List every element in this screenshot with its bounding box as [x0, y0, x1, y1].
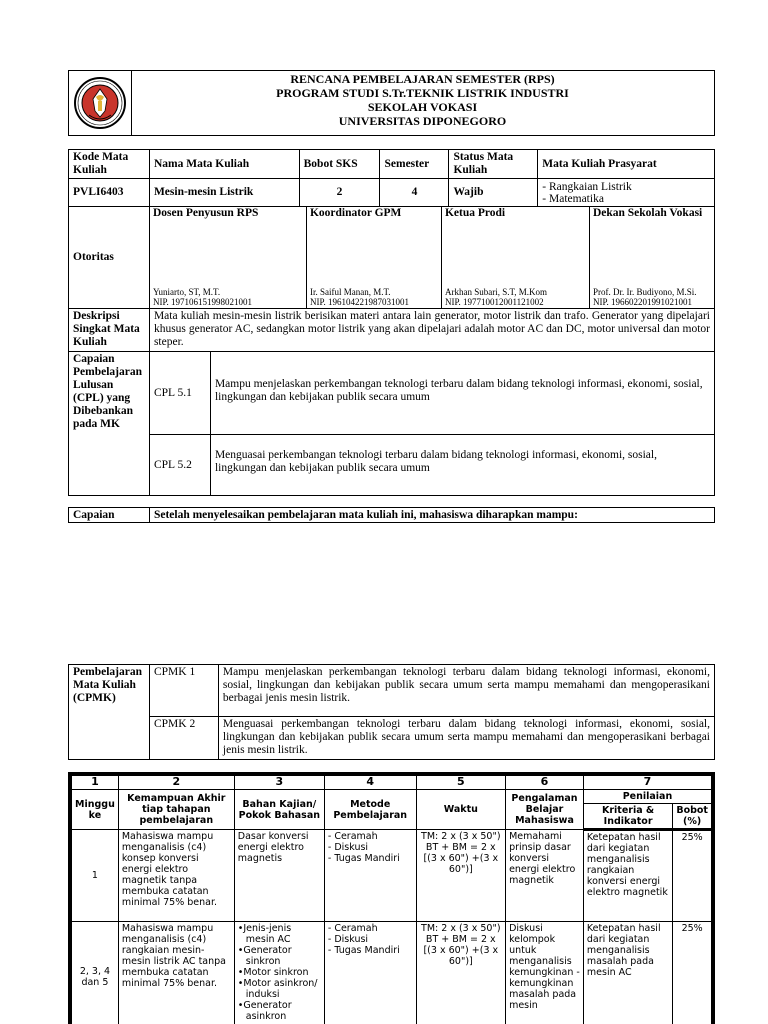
col-number: 3: [234, 776, 324, 790]
kaprodi-name: Arkhan Subari, S.T, M.Kom: [444, 287, 548, 297]
bahan-item: • Generator sinkron: [238, 945, 321, 967]
metode-item: - Ceramah: [328, 831, 413, 842]
document-title: [131, 71, 714, 128]
dosen-name: Yuniarto, ST, M.T.: [152, 287, 221, 297]
otoritas-signatures: [149, 207, 714, 309]
header-prasyarat: Mata Kuliah Prasyarat: [538, 150, 715, 179]
metode-item: - Ceramah: [328, 923, 413, 934]
capaian-bar: [68, 507, 715, 523]
header-metode: Metode Pembelajaran: [324, 790, 416, 830]
dosen-nip: NIP. 197106151998021001: [152, 297, 252, 307]
header-waktu: Waktu: [416, 790, 506, 830]
deskripsi-text: Mata kuliah mesin-mesin listrik berisikan materi antara lain generator, motor listrik dan trafo. Generator yang dipelajari khusus generator AC, sedangkan motor listrik yang akan dipelajari adalah motor AC dan DC, motor universal dan motor steper.: [149, 309, 714, 352]
waktu-cell: TM: 2 x (3 x 50") BT + BM = 2 x [(3 x 60") +(3 x 60")]: [416, 922, 506, 1024]
signature-gpm: [307, 207, 442, 308]
cpl-row-1: [149, 352, 714, 435]
header-status: Status Mata Kuliah: [449, 150, 538, 179]
table-row: [72, 830, 712, 922]
nama-value: Mesin-mesin Listrik: [149, 179, 299, 207]
metode-cell: [324, 830, 416, 922]
gpm-nip: NIP. 196104221987031001: [309, 297, 409, 307]
role-kaprodi: Ketua Prodi: [444, 207, 506, 219]
weekly-plan-table: [71, 775, 712, 1024]
header-minggu: Minggu ke: [72, 790, 119, 830]
cpl-text: Mampu menjelaskan perkembangan teknologi terbaru dalam bidang teknologi informasi, ekonomi, sosial, lingkungan dan kebijakan publik secara umum: [214, 378, 703, 403]
role-dosen: Dosen Penyusun RPS: [152, 207, 259, 219]
cpl-row-2: [149, 435, 714, 496]
kriteria-cell: Ketepatan hasil dari kegiatan menganalisis masalah pada mesin AC: [583, 922, 672, 1024]
header-kode: Kode Mata Kuliah: [69, 150, 150, 179]
signature-dosen: [150, 207, 307, 308]
cpmk-text: Mampu menjelaskan perkembangan teknologi terbaru dalam bidang teknologi informasi, ekonomi, sosial, lingkungan dan kebijakan publik secara umum serta mampu memahami dan mengoperasikani berbagai jenis mesin listrik.: [218, 665, 714, 717]
metode-item: - Tugas Mandiri: [328, 853, 413, 864]
bahan-cell: Dasar konversi energi elektro magnetis: [234, 830, 324, 922]
header-penilaian: Penilaian: [583, 790, 711, 804]
deskripsi-label: Deskripsi Singkat Mata Kuliah: [69, 309, 150, 352]
header-semester: Semester: [380, 150, 449, 179]
course-info-table: [68, 149, 715, 496]
role-gpm: Koordinator GPM: [309, 207, 402, 219]
waktu-cell: TM: 2 x (3 x 50") BT + BM = 2 x [(3 x 60") +(3 x 60")]: [416, 830, 506, 922]
dekan-name: Prof. Dr. Ir. Budiyono, M.Si.: [592, 287, 697, 297]
semester-value: 4: [380, 179, 449, 207]
title-line-1: RENCANA PEMBELAJARAN SEMESTER (RPS): [290, 72, 555, 86]
weekly-plan-wrapper: [68, 772, 715, 1024]
header-kemampuan: Kemampuan Akhir tiap tahapan pembelajaran: [118, 790, 234, 830]
bahan-item: • Jenis-jenis mesin AC: [238, 923, 321, 945]
cpl-text: Menguasai perkembangan teknologi terbaru dalam bidang teknologi informasi, ekonomi, sosial, lingkungan dan kebijakan publik secara umum: [214, 449, 657, 474]
capaian-label: Capaian: [69, 508, 150, 523]
kemampuan-cell: Mahasiswa mampu menganalisis (c4) konsep konversi energi elektro magnetik tanpa membuka catatan minimal 75% benar.: [118, 830, 234, 922]
header-bobot: Bobot SKS: [299, 150, 380, 179]
cpmk-code: CPMK 2: [149, 717, 218, 760]
header-bahan: Bahan Kajian/ Pokok Bahasan: [234, 790, 324, 830]
cpl-code: CPL 5.2: [150, 435, 211, 495]
gpm-name: Ir. Saiful Manan, M.T.: [309, 287, 391, 297]
cpl-code: CPL 5.1: [150, 352, 211, 434]
pengalaman-cell: Memahami prinsip dasar konversi energi elektro magnetik: [506, 830, 584, 922]
cpmk-code: CPMK 1: [149, 665, 218, 717]
col-number: 7: [583, 776, 711, 790]
prasyarat-item: - Rangkaian Listrik: [542, 180, 632, 193]
kemampuan-cell: Mahasiswa mampu menganalisis (c4) rangkaian mesin-mesin listrik AC tanpa membuka catatan minimal 75% benar.: [118, 922, 234, 1024]
bobot-cell: 25%: [673, 830, 712, 922]
bahan-cell: [234, 922, 324, 1024]
metode-item: - Tugas Mandiri: [328, 945, 413, 956]
title-line-2: PROGRAM STUDI S.Tr.TEKNIK LISTRIK INDUSTRI: [276, 86, 569, 100]
header-pengalaman: Pengalaman Belajar Mahasiswa: [506, 790, 584, 830]
prasyarat-item: - Matematika: [542, 192, 604, 205]
otoritas-label: Otoritas: [69, 207, 150, 309]
kode-value: PVLI6403: [69, 179, 150, 207]
dekan-nip: NIP. 196602201991021001: [592, 297, 692, 307]
metode-item: - Diskusi: [328, 934, 413, 945]
kriteria-cell: Ketepatan hasil dari kegiatan menganalisis rangkaian konversi energi elektro magnetik: [583, 830, 672, 922]
header-kriteria: Kriteria & Indikator: [583, 804, 672, 830]
title-line-4: UNIVERSITAS DIPONEGORO: [338, 114, 507, 128]
capaian-text: Setelah menyelesaikan pembelajaran mata kuliah ini, mahasiswa diharapkan mampu:: [149, 508, 714, 523]
cpmk-table: [68, 664, 715, 760]
rps-header: [68, 70, 715, 136]
pengalaman-cell: Diskusi kelompok untuk menganalisis kemungkinan - kemungkinan masalah pada mesin: [506, 922, 584, 1024]
status-value: Wajib: [449, 179, 538, 207]
bahan-item: • Generator asinkron: [238, 1000, 321, 1022]
cpmk-text: Menguasai perkembangan teknologi terbaru dalam bidang teknologi informasi, ekonomi, sosial, lingkungan dan kebijakan publik secara umum serta mampu memahami dan mengoperasikani berbagai jenis mesin listrik.: [218, 717, 714, 760]
university-seal-icon: [69, 71, 131, 135]
minggu-cell: 2, 3, 4 dan 5: [72, 922, 119, 1024]
metode-item: - Diskusi: [328, 842, 413, 853]
logo-cell: [69, 71, 132, 135]
bobot-cell: 25%: [673, 922, 712, 1024]
cpl-label: Capaian Pembelajaran Lulusan (CPL) yang Dibebankan pada MK: [69, 352, 150, 496]
table-row: [72, 922, 712, 1024]
kaprodi-nip: NIP. 197710012001121002: [444, 297, 544, 307]
title-line-3: SEKOLAH VOKASI: [367, 100, 478, 114]
header-bobot: Bobot (%): [673, 804, 712, 830]
signature-kaprodi: [442, 207, 590, 308]
role-dekan: Dekan Sekolah Vokasi: [592, 207, 703, 219]
col-number: 6: [506, 776, 584, 790]
prasyarat-value: [538, 179, 715, 207]
minggu-cell: 1: [72, 830, 119, 922]
col-number: 5: [416, 776, 506, 790]
signature-dekan: [590, 207, 714, 308]
col-number: 1: [72, 776, 119, 790]
metode-cell: [324, 922, 416, 1024]
col-number: 4: [324, 776, 416, 790]
bobot-value: 2: [299, 179, 380, 207]
bahan-item: • Motor sinkron: [238, 967, 321, 978]
bahan-item: • Motor asinkron/ induksi: [238, 978, 321, 1000]
cpmk-label: Pembelajaran Mata Kuliah (CPMK): [69, 665, 150, 760]
col-number: 2: [118, 776, 234, 790]
header-nama: Nama Mata Kuliah: [149, 150, 299, 179]
